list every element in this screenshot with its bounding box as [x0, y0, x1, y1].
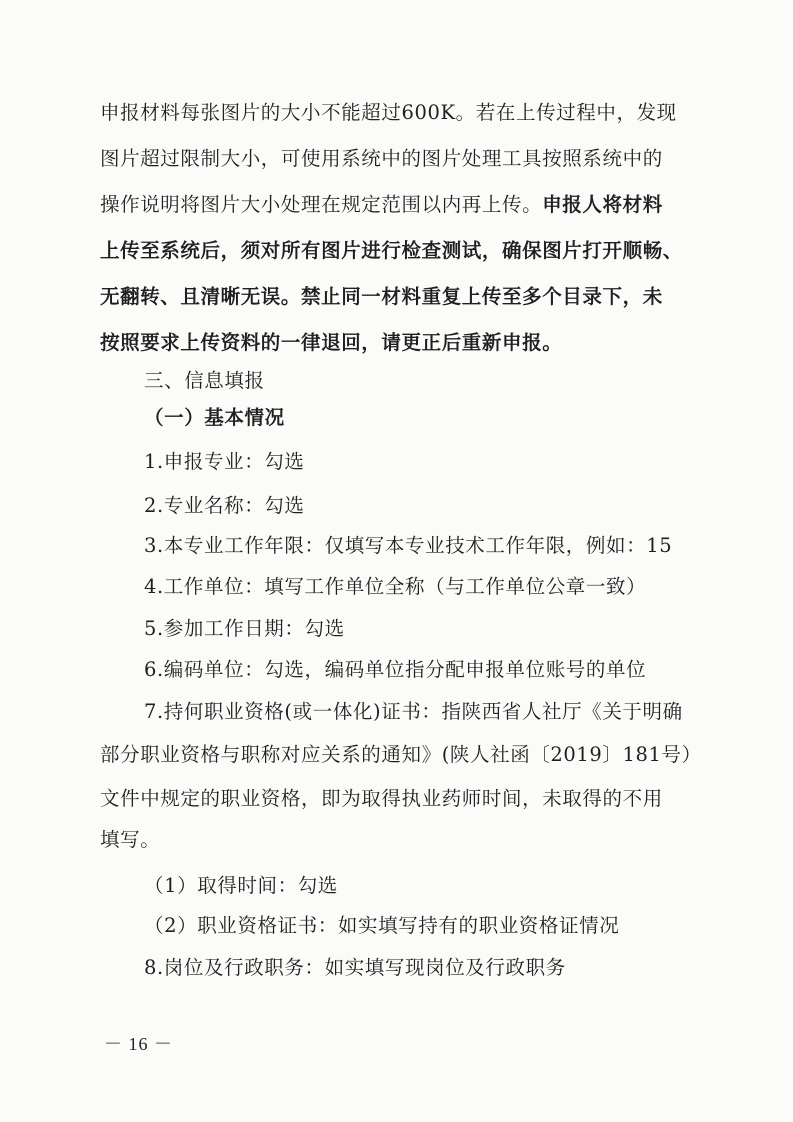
body-line-3-normal: 操作说明将图片大小处理在规定范围以内再上传。	[100, 193, 543, 216]
subsection-heading: （一）基本情况	[144, 406, 285, 429]
section-heading: 三、信息填报	[144, 369, 265, 392]
item-5: 5.参加工作日期：勾选	[144, 617, 345, 640]
item-3: 3.本专业工作年限：仅填写本专业技术工作年限，例如：15	[144, 534, 673, 557]
item-6: 6.编码单位：勾选，编码单位指分配申报单位账号的单位	[144, 658, 647, 681]
item-7-line-2: 部分职业资格与职称对应关系的通知》(陕人社函〔2019〕181号）	[100, 743, 702, 766]
item-1: 1.申报专业：勾选	[144, 450, 305, 473]
body-line-6: 按照要求上传资料的一律退回，请更正后重新申报。	[100, 331, 563, 354]
body-line-2: 图片超过限制大小，可使用系统中的图片处理工具按照系统中的	[100, 147, 663, 170]
item-8: 8.岗位及行政职务：如实填写现岗位及行政职务	[144, 956, 566, 979]
body-line-1: 申报材料每张图片的大小不能超过600K。若在上传过程中，发现	[100, 101, 677, 124]
page-number: － 16 －	[104, 1034, 173, 1054]
item-7-line-3: 文件中规定的职业资格，即为取得执业药师时间，未取得的不用	[100, 787, 663, 810]
item-7-line-4: 填写。	[100, 828, 161, 851]
item-7-sub-2: （2）职业资格证书：如实填写持有的职业资格证情况	[144, 914, 620, 937]
body-line-4: 上传至系统后，须对所有图片进行检查测试，确保图片打开顺畅、	[100, 239, 683, 262]
body-line-3-bold: 申报人将材料	[542, 193, 663, 216]
item-7-sub-1: （1）取得时间：勾选	[144, 874, 338, 897]
body-line-3-container	[100, 185, 663, 225]
item-7-line-1: 7.持何职业资格(或一体化)证书：指陕西省人社厅《关于明确	[144, 700, 683, 723]
item-2: 2.专业名称：勾选	[144, 494, 305, 517]
item-4: 4.工作单位：填写工作单位全称（与工作单位公章一致）	[144, 575, 647, 598]
body-line-5: 无翻转、且清晰无误。禁止同一材料重复上传至多个目录下，未	[100, 285, 663, 308]
